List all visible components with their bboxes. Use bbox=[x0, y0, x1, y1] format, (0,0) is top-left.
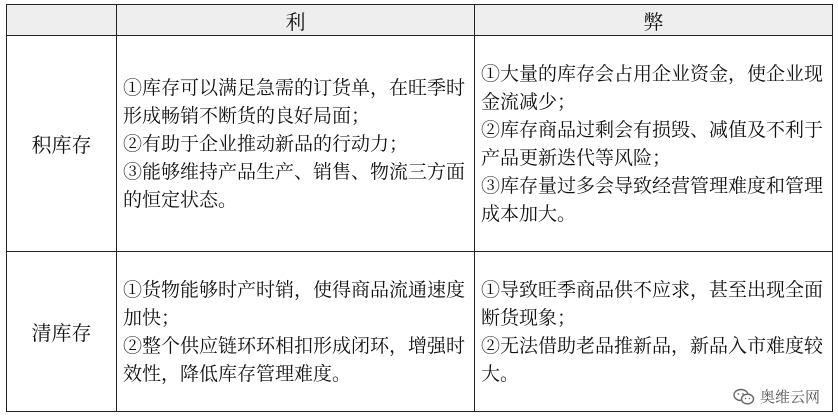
pros-cell bbox=[117, 252, 475, 412]
comparison-table bbox=[6, 4, 833, 412]
list-item: ②有助于企业推动新品的行动力； bbox=[123, 132, 409, 155]
list-item: ②库存商品过剩会有损毁、减值及不利于产品更新迭代等风险； bbox=[481, 118, 824, 169]
list-item: ①货物能够时产时销，使得商品流通速度加快； bbox=[123, 278, 466, 329]
list-item: ③库存量过多会导致经营管理难度和管理成本加大。 bbox=[481, 174, 824, 225]
header-corner bbox=[7, 5, 117, 36]
pros-cell bbox=[117, 36, 475, 252]
watermark-text: 奥维云网 bbox=[759, 388, 820, 406]
wechat-icon bbox=[733, 388, 755, 406]
header-cons: 弊 bbox=[475, 5, 833, 36]
list-item: ②无法借助老品推新品，新品入市难度较大。 bbox=[481, 334, 824, 385]
watermark bbox=[733, 386, 820, 407]
table-row bbox=[7, 36, 833, 252]
table-row bbox=[7, 252, 833, 412]
list-item: ③能够维持产品生产、销售、物流三方面的恒定状态。 bbox=[123, 160, 466, 211]
list-item: ②整个供应链环环相扣形成闭环，增强时效性，降低库存管理难度。 bbox=[123, 334, 466, 385]
cons-cell bbox=[475, 36, 833, 252]
list-item: ①库存可以满足急需的订货单，在旺季时形成畅销不断货的良好局面； bbox=[123, 76, 466, 127]
row-label: 积库存 bbox=[7, 36, 117, 252]
header-pros: 利 bbox=[117, 5, 475, 36]
header-row bbox=[7, 5, 833, 36]
list-item: ①导致旺季商品供不应求，甚至出现全面断货现象； bbox=[481, 278, 824, 329]
list-item: ①大量的库存会占用企业资金，使企业现金流减少； bbox=[481, 62, 824, 113]
row-label: 清库存 bbox=[7, 252, 117, 412]
